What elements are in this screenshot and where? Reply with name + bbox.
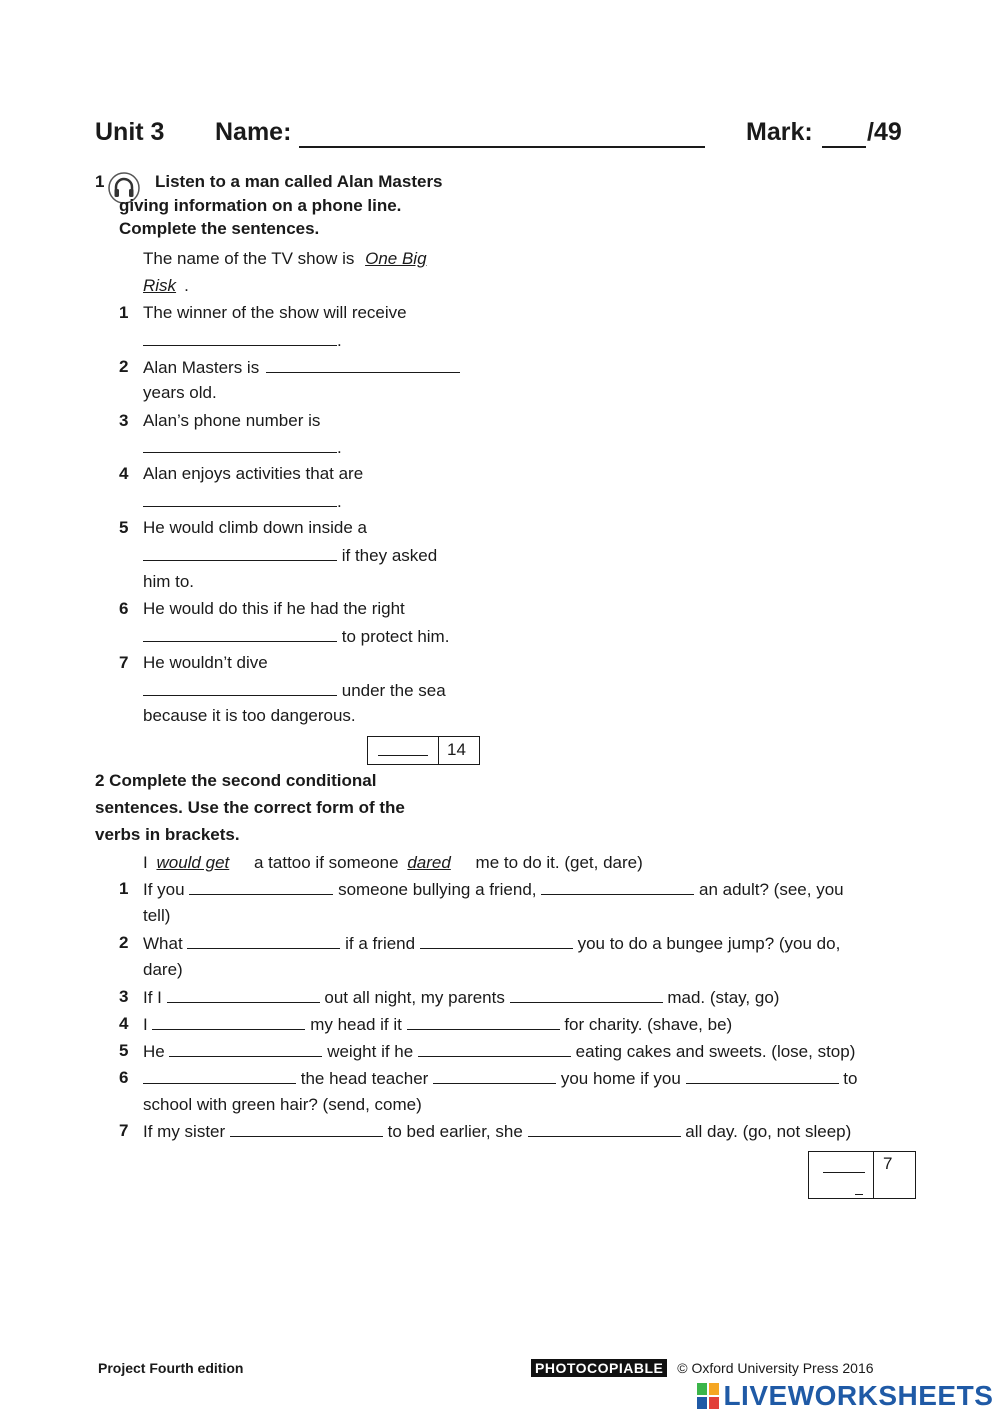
- item-text: Alan’s phone number is: [143, 411, 321, 430]
- item-number: 2: [119, 357, 129, 376]
- sentence-part: someone bullying a friend,: [338, 880, 537, 899]
- sentence-part: you home if you: [560, 1069, 681, 1088]
- item-text-end: if they asked: [341, 546, 438, 565]
- item-text-cont: him to.: [143, 572, 195, 591]
- answer-blank[interactable]: [169, 1038, 322, 1057]
- item-number: 5: [119, 518, 129, 537]
- answer-blank[interactable]: [230, 1118, 383, 1137]
- exercise2-title-line1: 2 Complete the second conditional: [95, 771, 377, 790]
- sentence-part: for charity. (shave, be): [564, 1015, 733, 1034]
- answer-blank[interactable]: [152, 1011, 305, 1030]
- exercise2-title-line2: sentences. Use the correct form of the: [95, 798, 405, 817]
- item-number: 3: [119, 987, 129, 1006]
- liveworksheets-logo: [697, 1380, 993, 1410]
- sentence-part: if a friend: [345, 934, 416, 953]
- answer-blank[interactable]: [187, 930, 340, 949]
- footer-copyright: [531, 1360, 874, 1376]
- item-number: 7: [119, 1121, 129, 1140]
- worksheet-header: [95, 118, 905, 152]
- example-end: .: [184, 276, 189, 295]
- answer-blank[interactable]: [420, 930, 573, 949]
- item-answer-line: [143, 623, 449, 650]
- exercise1-title-line1: Listen to a man called Alan Masters: [155, 172, 443, 191]
- answer-blank[interactable]: [167, 984, 320, 1003]
- sentence-part: eating cakes and sweets. (lose, stop): [575, 1042, 856, 1061]
- example-answer: dared: [407, 853, 451, 872]
- item-answer-line: [143, 542, 437, 569]
- item-answer-line: [143, 354, 460, 381]
- item-number: 1: [119, 879, 129, 898]
- answer-blank[interactable]: [510, 984, 663, 1003]
- answer-blank[interactable]: [433, 1065, 556, 1084]
- sentence-part: the head teacher: [300, 1069, 429, 1088]
- logo-wordmark: LIVEWORKSHEETS: [723, 1380, 994, 1411]
- sentence-part: What: [143, 934, 183, 953]
- item-text: He would climb down inside a: [143, 518, 367, 537]
- example-text: The name of the TV show is: [143, 249, 355, 268]
- example-text: me to do it. (get, dare): [475, 853, 643, 872]
- answer-blank[interactable]: [541, 876, 694, 895]
- example-text: a tattoo if someone: [253, 853, 399, 872]
- item-text: The winner of the show will receive: [143, 303, 407, 322]
- item-number: 2: [119, 933, 129, 952]
- sentence-part: If you: [143, 880, 185, 899]
- item-sentence: [143, 1065, 857, 1092]
- unit-label: Unit 3: [95, 118, 165, 146]
- item-number: 6: [119, 599, 129, 618]
- example-text: I: [143, 853, 148, 872]
- item-number: 7: [119, 653, 129, 672]
- exercise1-title-line3: Complete the sentences.: [119, 219, 320, 238]
- item-number: 4: [119, 464, 129, 483]
- sentence-part: all day. (go, not sleep): [685, 1122, 852, 1141]
- answer-blank[interactable]: [189, 876, 333, 895]
- item-text-cont: because it is too dangerous.: [143, 706, 356, 725]
- exercise1-score-box: [367, 736, 480, 765]
- item-text-end: to protect him.: [341, 627, 450, 646]
- copyright-text: © Oxford University Press 2016: [677, 1360, 874, 1376]
- answer-blank[interactable]: [143, 488, 337, 507]
- item-number: 3: [119, 411, 129, 430]
- answer-blank[interactable]: [143, 623, 337, 642]
- answer-blank[interactable]: [266, 354, 460, 373]
- score-input[interactable]: [809, 1152, 874, 1198]
- liveworksheets-logo-icon: [697, 1383, 719, 1409]
- item-sentence-cont: dare): [143, 960, 183, 979]
- item-text-end: .: [337, 331, 342, 350]
- item-sentence: [143, 1011, 732, 1038]
- item-text-end: under the sea: [341, 681, 446, 700]
- answer-blank[interactable]: [418, 1038, 571, 1057]
- item-sentence: [143, 930, 840, 957]
- item-sentence: [143, 984, 779, 1011]
- item-answer-line: [143, 488, 342, 515]
- item-text-end: .: [337, 438, 342, 457]
- sentence-part: If my sister: [143, 1122, 226, 1141]
- sentence-part: If I: [143, 988, 162, 1007]
- exercise2-title-line3: verbs in brackets.: [95, 825, 240, 844]
- answer-blank[interactable]: [143, 327, 337, 346]
- item-text-cont: years old.: [143, 383, 217, 402]
- item-number: 6: [119, 1068, 129, 1087]
- name-field[interactable]: [299, 146, 705, 148]
- sentence-part: weight if he: [327, 1042, 414, 1061]
- score-input[interactable]: [368, 737, 439, 764]
- item-text: He wouldn’t dive: [143, 653, 268, 672]
- item-text-end: .: [337, 492, 342, 511]
- item-answer-line: [143, 677, 446, 704]
- exercise2-score-box: [808, 1151, 916, 1199]
- score-total: 7: [883, 1154, 893, 1173]
- exercise1-number: 1: [95, 172, 105, 191]
- exercise1-example-line2: [143, 273, 189, 299]
- footer-edition: Project Fourth edition: [98, 1360, 244, 1376]
- sentence-part: mad. (stay, go): [667, 988, 780, 1007]
- sentence-part: an adult? (see, you: [699, 880, 844, 899]
- item-text: Alan enjoys activities that are: [143, 464, 364, 483]
- item-answer-line: [143, 327, 342, 354]
- sentence-part: you to do a bungee jump? (you do,: [577, 934, 841, 953]
- sentence-part: to bed earlier, she: [387, 1122, 523, 1141]
- score-total: 14: [447, 740, 466, 759]
- photocopiable-badge: PHOTOCOPIABLE: [531, 1359, 667, 1377]
- item-number: 4: [119, 1014, 129, 1033]
- exercise1-example: [143, 246, 430, 272]
- exercise2-example: [143, 850, 643, 876]
- sentence-part: He: [143, 1042, 165, 1061]
- item-sentence-cont: school with green hair? (send, come): [143, 1095, 422, 1114]
- item-number: 5: [119, 1041, 129, 1060]
- item-sentence: [143, 876, 844, 903]
- sentence-part: out all night, my parents: [324, 988, 505, 1007]
- answer-blank[interactable]: [143, 434, 337, 453]
- answer-blank[interactable]: [143, 677, 337, 696]
- answer-blank[interactable]: [407, 1011, 560, 1030]
- mark-label: Mark:: [746, 118, 813, 146]
- item-number: 1: [119, 303, 129, 322]
- sentence-part: I: [143, 1015, 148, 1034]
- item-sentence-cont: tell): [143, 906, 171, 925]
- name-label: Name:: [215, 118, 292, 146]
- item-sentence: [143, 1118, 851, 1145]
- item-text: Alan Masters is: [143, 358, 260, 377]
- example-answer: One Big: [365, 249, 427, 268]
- exercise1-title-line2: giving information on a phone line.: [119, 196, 402, 215]
- answer-blank[interactable]: [143, 542, 337, 561]
- item-answer-line: [143, 434, 342, 461]
- example-answer-cont: Risk: [143, 276, 177, 295]
- sentence-part: my head if it: [310, 1015, 402, 1034]
- sentence-part: to: [843, 1069, 858, 1088]
- answer-blank[interactable]: [528, 1118, 681, 1137]
- answer-blank[interactable]: [686, 1065, 839, 1084]
- item-text: He would do this if he had the right: [143, 599, 405, 618]
- answer-blank[interactable]: [143, 1065, 296, 1084]
- example-answer: would get: [156, 853, 230, 872]
- item-sentence: [143, 1038, 855, 1065]
- mark-field[interactable]: [822, 146, 866, 148]
- mark-total: /49: [867, 118, 902, 146]
